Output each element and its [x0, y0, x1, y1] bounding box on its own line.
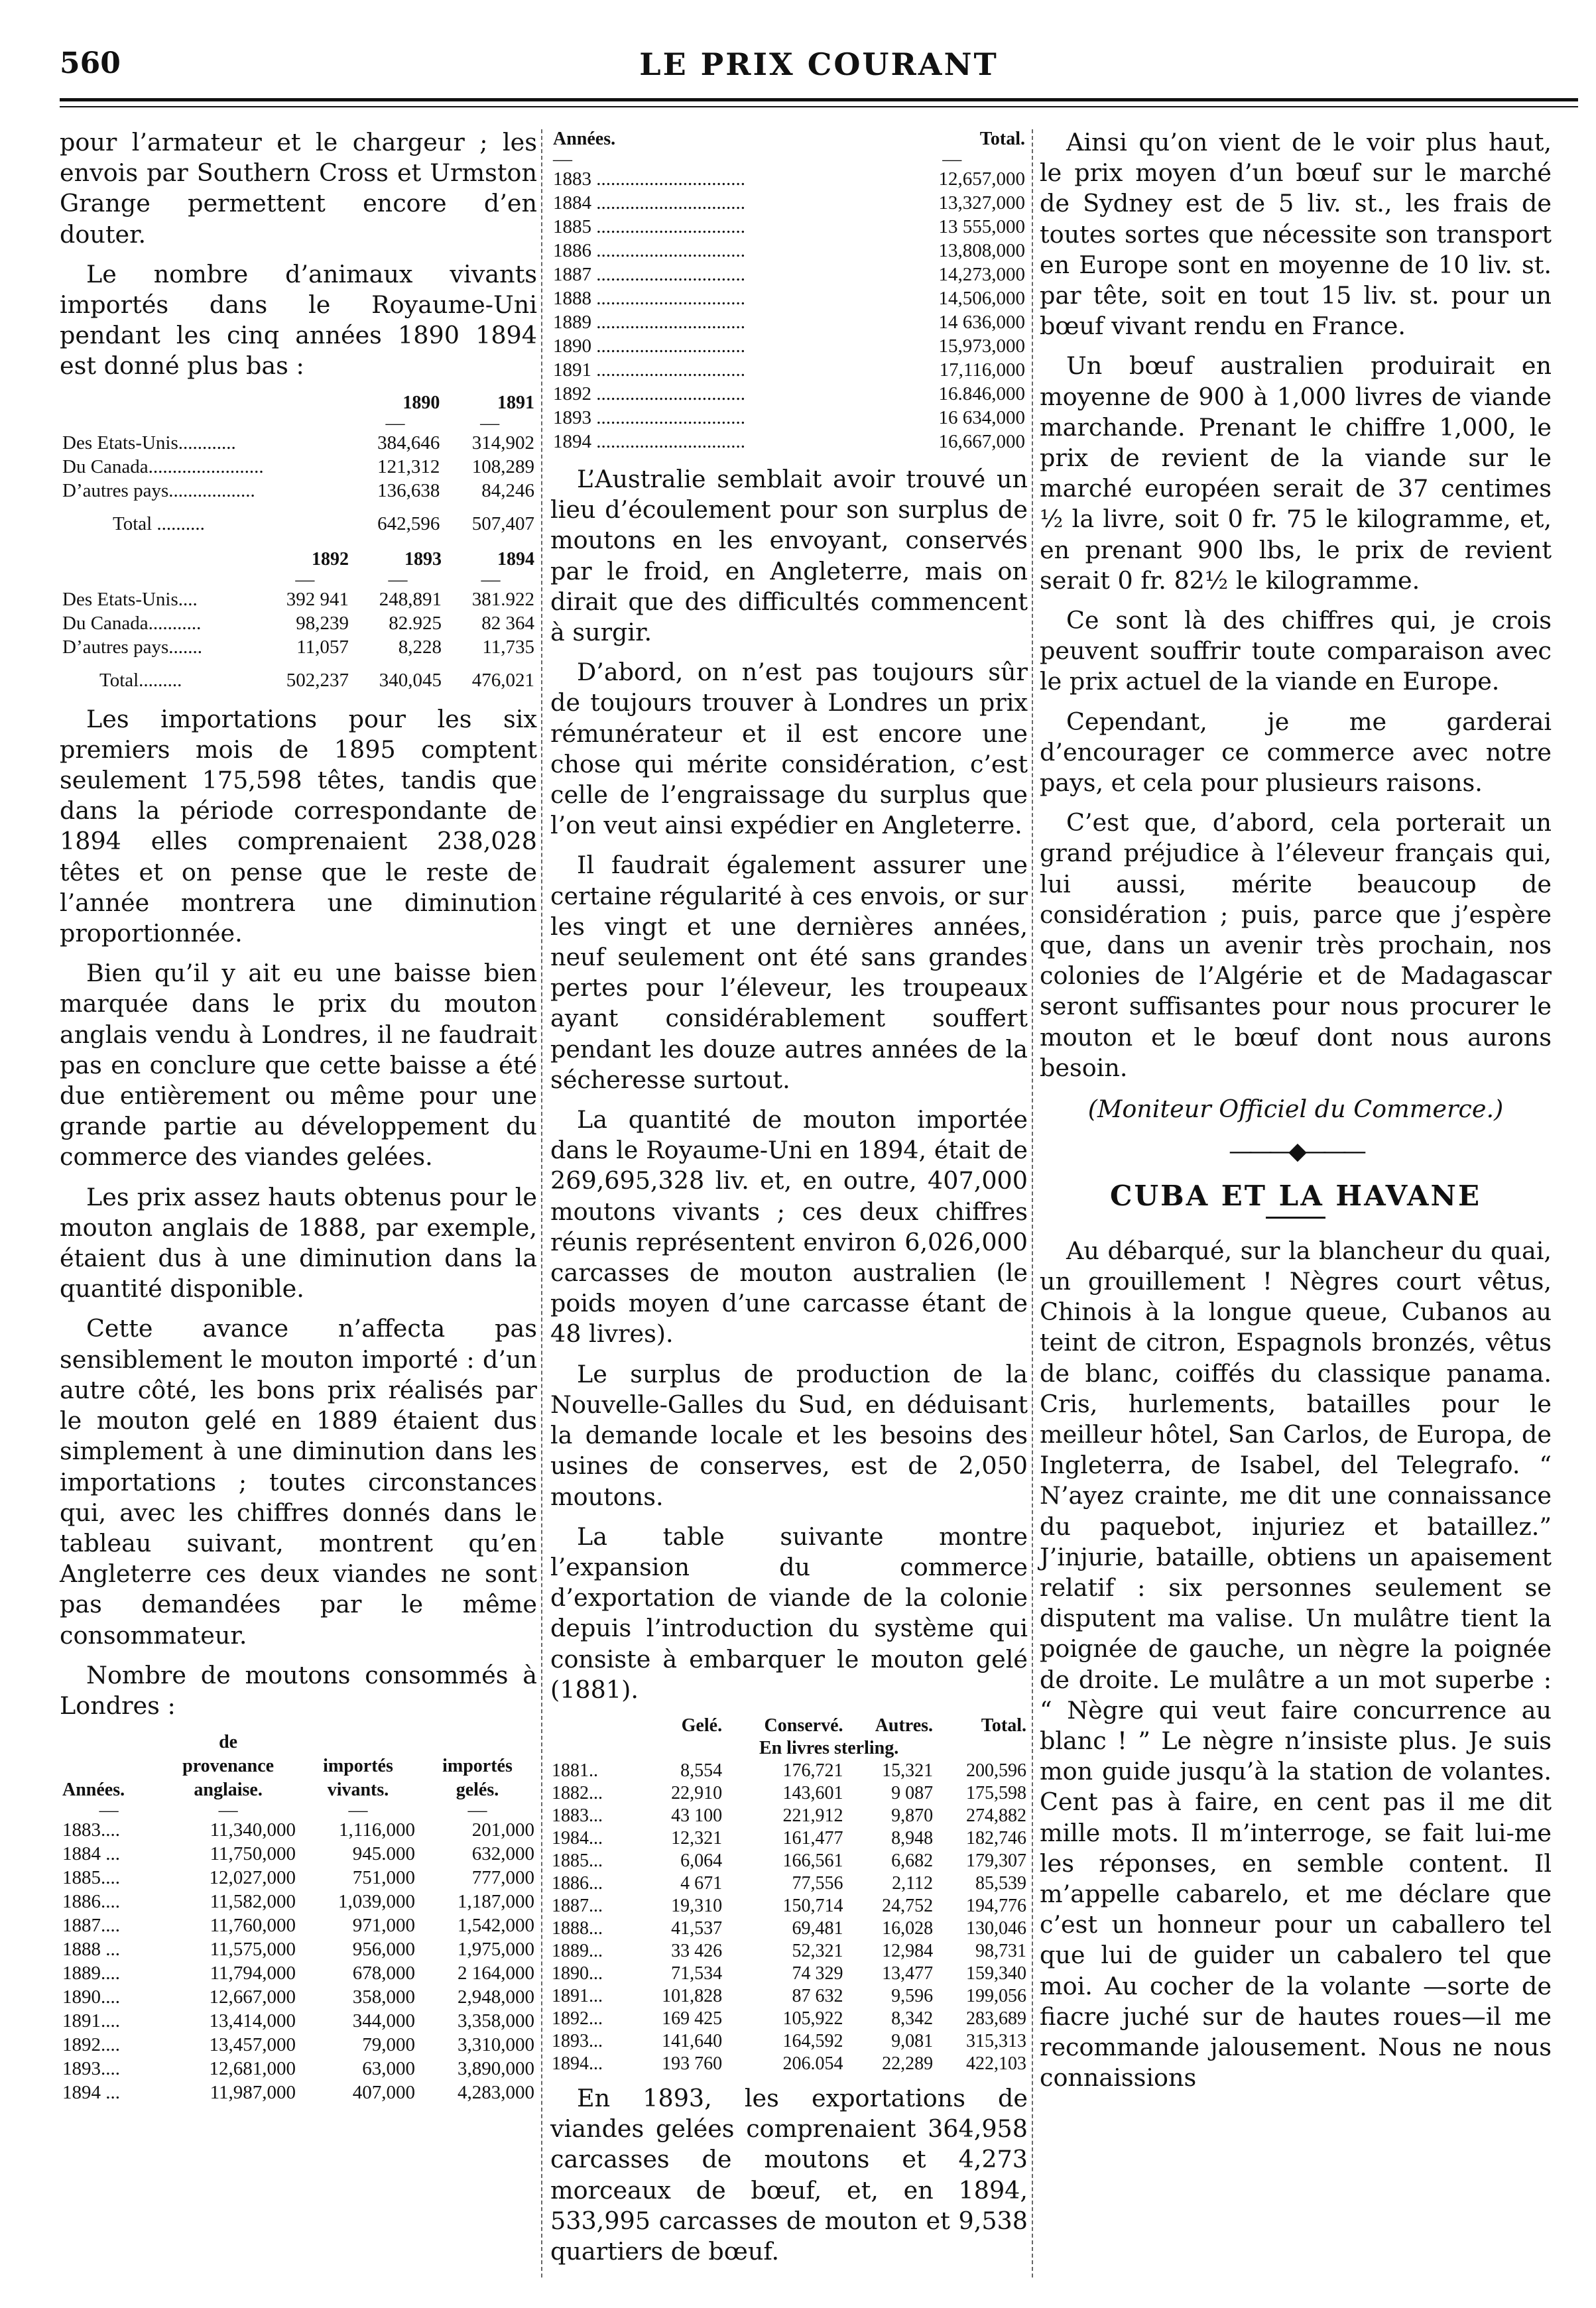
cell: 476,021 [471, 669, 534, 691]
cell: 392 941 [286, 588, 349, 610]
table-row: 1886 ............................... 13,808,000 [550, 239, 1028, 263]
table-row [550, 1895, 1028, 1917]
paragraph: La table suivante montre l’expansion du commerce d’exportation de viande de la colonie depuis l’introduction du système qui consiste à embarquer le mouton gelé (1881). [550, 1522, 1028, 1704]
cell: 17,116,000 [939, 359, 1025, 381]
cell: 1883.... [62, 1819, 120, 1841]
cell: 150,714 [782, 1895, 843, 1916]
cell: 11,987,000 [210, 2082, 296, 2104]
cell: 108,289 [471, 456, 534, 477]
row-label: Du Canada........................ [62, 456, 264, 477]
column-3 [1040, 127, 1552, 2102]
cell: 71,534 [671, 1963, 723, 1984]
column-header: importés [442, 1756, 513, 1777]
cell: 315,313 [966, 2030, 1026, 2051]
cell: 9,596 [891, 1985, 934, 2006]
table-row [60, 587, 537, 611]
cell: 15,321 [882, 1760, 934, 1781]
cell: 164,592 [782, 2030, 843, 2051]
table-row: 1892 ............................... 16.846,000 [550, 382, 1028, 406]
column-header: anglaise. [194, 1780, 263, 1801]
table-row [60, 2009, 537, 2033]
london-consumption-table: de provenance importés importés Années. anglaise. vivants. gelés. — — — — 1883.... 11,340,000 1,116,000 201,000 1884 ... 11,750,000 945.000 632,000 1885.... 12,027,000 751,000 777,000 1886.... 11,582,000 1,039,000 1,187,000 1887.... 11,760,000 971,000 1,542,000 1888 ... 11,575,000 956,000 1,975,000 1889.... 11,794,000 678,000 2 164,000 1890.... 12,667,000 358,000 2,948,000 1891.... 13,414,000 344,000 3,358,000 1892.... 13,457,000 79,000 3,310,000 1893.... 12,681,000 63,000 3,890,000 1894 ... 11,987,000 407,000 4,283,000 [60, 1731, 537, 2104]
cell: 1,542,000 [458, 1915, 534, 1937]
cell: 8,948 [891, 1827, 934, 1849]
cell: 507,407 [471, 513, 534, 534]
section-title: CUBA ET LA HAVANE [1110, 1179, 1481, 1212]
cell: 3,890,000 [458, 2058, 534, 2080]
cell: 182,746 [966, 1827, 1026, 1849]
cell: 1887... [552, 1895, 603, 1916]
cell: 82 364 [481, 612, 534, 634]
cell: 1894... [552, 2053, 603, 2074]
live-animals-table-1890-1891: 1890 1891 — — Des Etats-Unis............ 384,646 314,902 Du Canada........................ 121,312 108,289 D’autres pays.................. 136,638 84,246 Total .......... 642,596 507,407 [60, 391, 537, 548]
table-row [550, 1963, 1028, 1985]
cell: 1892.... [62, 2034, 120, 2056]
paragraph: D’abord, on n’est pas toujours sûr de toujours trouver à Londres un prix rémunérateur et il est encore une chose qui mérite considération, c’est celle de l’engraissage du surplus que l’on veut ainsi expédier en Angleterre. [550, 658, 1028, 840]
table-row [550, 1850, 1028, 1872]
column-2 [550, 127, 1028, 2276]
cell: 11,794,000 [210, 1963, 296, 1984]
cell: 11,575,000 [210, 1939, 296, 1961]
cell: 105,922 [782, 2008, 843, 2029]
cell: 130,046 [966, 1917, 1026, 1939]
cell: 1884 [553, 192, 591, 213]
cell: 642,596 [377, 513, 440, 534]
cell: 384,646 [377, 432, 440, 454]
cell: 2,948,000 [458, 1986, 534, 2008]
table-row: 1890 ............................... 15,973,000 [550, 334, 1028, 358]
cell: 11,760,000 [210, 1915, 296, 1937]
column-header: Années. [62, 1780, 125, 1801]
cell: 79,000 [362, 2034, 415, 2056]
table-row [550, 1985, 1028, 2008]
cell: 77,556 [792, 1872, 843, 1894]
total-label: Total......... [99, 669, 182, 691]
paragraph: Un bœuf australien produirait en moyenne de 900 à 1,000 livres de viande marchande. Prenant le chiffre 1,000, le prix de revient de la viande sur le marché européen serait de 37 centimes ½ la livre, soit 0 fr. 75 le kilogramme, et, en prenant 900 lbs, le prix de revient serait 0 fr. 82½ le kilogramme. [1040, 351, 1552, 595]
cell: 6,682 [891, 1850, 934, 1871]
cell: 1888 ... [62, 1939, 120, 1961]
cell: 11,057 [296, 636, 349, 658]
cell: 85,539 [975, 1872, 1026, 1894]
paragraph: Bien qu’il y ait eu une baisse bien marquée dans le prix du mouton anglais vendu à Londres, il ne faudrait pas en conclure que cette baisse a été due entièrement ou même pour une grande partie au développement du commerce des viandes gelées. [60, 959, 537, 1172]
cell: 1889 [553, 312, 591, 333]
cell: 13,477 [882, 1963, 934, 1984]
cell: 12,984 [882, 1940, 934, 1961]
paragraph: Ainsi qu’on vient de le voir plus haut, le prix moyen d’un bœuf sur le marché de Sydney est de 5 liv. st., les frais de toutes sortes que nécessite son transport en Europe sont en moyenne de 10 liv. st. par tête, soit en tout 15 liv. st. pour un bœuf vivant rendu en France. [1040, 128, 1552, 341]
cell: 13 555,000 [938, 216, 1025, 237]
table-row [550, 1917, 1028, 1940]
cell: 1891... [552, 1985, 603, 2006]
cell: 1,039,000 [338, 1891, 415, 1913]
source-credit: (Moniteur Officiel du Commerce.) [1087, 1095, 1504, 1124]
cell: 13,808,000 [938, 240, 1025, 261]
table-row [60, 611, 537, 635]
paragraph: Les importations pour les six premiers mois de 1895 comptent seulement 175,598 têtes, tandis que dans la période correspondante de 1894 elles comprenaient 238,028 têtes et on pense que le reste de l’année montrera une diminution proportionnée. [60, 704, 537, 948]
cell: 161,477 [782, 1827, 843, 1849]
column-header: 1892 [311, 548, 349, 570]
cell: 8,554 [680, 1760, 723, 1781]
cell: 193 760 [662, 2053, 723, 2074]
cell: 1888... [552, 1917, 603, 1939]
cell: 422,103 [966, 2053, 1026, 2074]
cell: 169 425 [662, 2008, 723, 2029]
title-rule [1266, 1217, 1325, 1219]
table-total-row [60, 659, 537, 704]
cell: 16 634,000 [938, 407, 1025, 428]
cell: 221,912 [782, 1805, 843, 1826]
row-label: Des Etats-Unis............ [62, 432, 236, 454]
cell: 8,342 [891, 2008, 934, 2029]
cell: 1,116,000 [339, 1819, 415, 1841]
table-row [60, 1866, 537, 1890]
column-header: 1893 [404, 548, 442, 570]
column-header: gelés. [456, 1780, 499, 1801]
column-divider-1 [541, 129, 542, 2278]
table-row [60, 1913, 537, 1937]
cell: 1892 [553, 383, 591, 404]
cell: 201,000 [471, 1819, 534, 1841]
cell: 1886... [552, 1872, 603, 1894]
cell: 8,228 [398, 636, 442, 658]
page-header [60, 46, 1578, 93]
cell: 945.000 [352, 1843, 415, 1865]
table-row [550, 1782, 1028, 1805]
cell: 956,000 [352, 1939, 415, 1961]
cell: 9,081 [891, 2030, 934, 2051]
column-subheader: En livres sterling. [759, 1737, 899, 1758]
ornament-divider-icon: ———◆——— [1229, 1138, 1363, 1166]
cell: 200,596 [966, 1760, 1026, 1781]
cell: 678,000 [352, 1963, 415, 1984]
column-header: Gelé. [681, 1715, 723, 1736]
cell: 274,882 [966, 1805, 1026, 1826]
column-header: de [219, 1732, 238, 1753]
table-row: 1891 ............................... 17,116,000 [550, 358, 1028, 382]
row-label: Des Etats-Unis.... [62, 588, 198, 610]
cell: 1890... [552, 1963, 603, 1984]
cell: 1885 [553, 216, 591, 237]
table-row [60, 2081, 537, 2104]
column-header: Total. [981, 1715, 1026, 1736]
cell: 381.922 [471, 588, 534, 610]
cell: 1881.. [552, 1760, 598, 1781]
cell: 136,638 [377, 479, 440, 501]
table-row [60, 1818, 537, 1842]
row-label: D’autres pays.................. [62, 479, 255, 501]
table-row [550, 2053, 1028, 2075]
cell: 1889.... [62, 1963, 120, 1984]
total-label: Total .......... [113, 513, 205, 534]
paragraph: Cependant, je me garderai d’encourager ce commerce avec notre pays, et cela pour plusieurs raisons. [1040, 707, 1552, 798]
cell: 2 164,000 [458, 1963, 534, 1984]
cell: 175,598 [966, 1782, 1026, 1803]
paragraph: Il faudrait également assurer une certaine régularité à ces envois, or sur les vingt et une dernières années, neuf seulement ont été sans grandes pertes pour l’éleveur, les troupeaux ayant considérablement souffert pendant les douze autres années de la sécheresse surtout. [550, 851, 1028, 1094]
cell: 14 636,000 [938, 312, 1025, 333]
table-row [550, 2008, 1028, 2030]
cell: 159,340 [966, 1963, 1026, 1984]
paragraph: Nombre de moutons consommés à Londres : [60, 1660, 537, 1720]
table-row [60, 2033, 537, 2057]
cell: 1891.... [62, 2010, 120, 2032]
cell: 13,457,000 [209, 2034, 296, 2056]
table-row: 1883 ............................... 12,657,000 [550, 167, 1028, 191]
cell: 206.054 [782, 2053, 843, 2074]
cell: 777,000 [471, 1867, 534, 1889]
paragraph: L’Australie semblait avoir trouvé un lieu d’écoulement pour son surplus de moutons en les envoyant, conservés par le froid, en Angleterre, mais on dirait que des difficultés commencent à surgir. [550, 465, 1028, 647]
table-row: 1893 ............................... 16 634,000 [550, 406, 1028, 430]
cell: 9,870 [891, 1805, 934, 1826]
cell: 84,246 [481, 479, 534, 501]
cell: 314,902 [471, 432, 534, 454]
paragraph: Le surplus de production de la Nouvelle-Galles du Sud, en déduisant la demande locale et les besoins des usines de conserves, est de 2,050 moutons. [550, 1359, 1028, 1511]
cell: 11,582,000 [210, 1891, 296, 1913]
paragraph: Les prix assez hauts obtenus pour le mouton anglais de 1888, par exemple, étaient dus à une diminution dans la quantité disponible. [60, 1182, 537, 1304]
cell: 74 329 [792, 1963, 843, 1984]
cell: 4 671 [680, 1872, 723, 1894]
cell: 69,481 [792, 1917, 843, 1939]
table-row: 1888 ............................... 14,506,000 [550, 286, 1028, 310]
cell: 1882... [552, 1782, 603, 1803]
table-row [60, 1961, 537, 1985]
cell: 16,667,000 [938, 431, 1025, 452]
paragraph: En 1893, les exportations de viandes gelées comprenaient 364,958 carcasses de moutons et 4,273 morceaux de bœuf, et, en 1894, 533,995 carcasses de mouton et 9,538 quartiers de bœuf. [550, 2083, 1028, 2266]
row-label: D’autres pays....... [62, 636, 203, 658]
cell: 101,828 [662, 1985, 723, 2006]
cell: 1884 ... [62, 1843, 120, 1865]
table-row: 1885 ............................... 13 555,000 [550, 215, 1028, 239]
cell: 52,321 [792, 1940, 843, 1961]
paragraph: C’est que, d’abord, cela porterait un grand préjudice à l’éleveur français qui, lui aussi, mérite beaucoup de considération ; puis, parce que j’espère que, dans un avenir très prochain, nos colonies de l’Algérie et de Madagascar seront suffisantes pour nous procurer le mouton et le bœuf dont nous aurons besoin. [1040, 808, 1552, 1082]
cell: 22,289 [882, 2053, 934, 2074]
cell: 1894 ... [62, 2082, 120, 2104]
cell: 9 087 [891, 1782, 934, 1803]
header-rule-thin [60, 106, 1578, 107]
cell: 1887 [553, 264, 591, 285]
cell: 14,273,000 [938, 264, 1025, 285]
cell: 1886.... [62, 1891, 120, 1913]
cell: 12,681,000 [209, 2058, 296, 2080]
row-label: Du Canada........... [62, 612, 202, 634]
cell: 1889... [552, 1940, 603, 1961]
cell: 121,312 [377, 456, 440, 477]
cell: 12,027,000 [209, 1867, 296, 1889]
cell: 194,776 [966, 1895, 1026, 1916]
cell: 1890.... [62, 1986, 120, 2008]
header-rule-thick [60, 98, 1578, 101]
cell: 13,327,000 [938, 192, 1025, 213]
cell: 16.846,000 [938, 383, 1025, 404]
cell: 82.925 [389, 612, 442, 634]
cell: 98,239 [296, 612, 349, 634]
cell: 87 632 [792, 1985, 843, 2006]
cell: 143,601 [782, 1782, 843, 1803]
cell: 12,667,000 [209, 1986, 296, 2008]
cell: 1984... [552, 1827, 603, 1849]
cell: 283,689 [966, 2008, 1026, 2029]
column-header: Autres. [875, 1715, 934, 1736]
cell: 1885.... [62, 1867, 120, 1889]
table-row [550, 1827, 1028, 1850]
table-row [60, 2057, 537, 2081]
cell: 4,283,000 [458, 2082, 534, 2104]
cell: 1883... [552, 1805, 603, 1826]
cell: 1891 [553, 359, 591, 381]
cell: 141,640 [662, 2030, 723, 2051]
cell: 1886 [553, 240, 591, 261]
cell: 1893... [552, 2030, 603, 2051]
paragraph: La quantité de mouton importée dans le Royaume-Uni en 1894, était de 269,695,328 liv. et, en outre, 407,000 moutons vivants ; ces deux chiffres réunis représentent environ 6,026,000 carcasses de mouton australien (le poids moyen d’une carcasse étant de 48 livres). [550, 1105, 1028, 1349]
table-row [60, 455, 537, 479]
column-header: provenance [182, 1756, 275, 1777]
cell: 11,735 [482, 636, 534, 658]
cell: 1894 [553, 431, 591, 452]
table-total-row [60, 503, 537, 548]
cell: 16,028 [882, 1917, 934, 1939]
cell: 11,750,000 [210, 1843, 296, 1865]
cell: 502,237 [286, 669, 349, 691]
cell: 24,752 [882, 1895, 934, 1916]
london-total-table: Années. Total. — — 1883 ............................... 12,657,000 1884 ............................... 13,327,000 1885 ............................... 13 555,000 1886 ............................... 13,808,000 1887 ............................... 14,273,000 1888 ............................... 14,506,000 1889 ............................... 14 636,000 1890 ............................... 15,973,000 1891 ............................... 17,116,000 1892 ............................... 16.846,000 1893 ............................... 16 634,000 1894 ............................... 16,667,000 [550, 127, 1028, 454]
cell: 179,307 [966, 1850, 1026, 1871]
cell: 3,358,000 [458, 2010, 534, 2032]
cell: 11,340,000 [210, 1819, 296, 1841]
table-row [60, 635, 537, 659]
paragraph: Cette avance n’affecta pas sensiblement le mouton importé : d’un autre côté, les bons prix réalisés par le mouton gelé en 1889 étaient dus simplement à une diminution dans les importations ; toutes circonstances qui, avec les chiffres donnés dans le tableau suivant, montrent qu’en Angleterre ces deux viandes ne sont pas demandées par le même consommateur. [60, 1314, 537, 1650]
cell: 63,000 [362, 2058, 415, 2080]
cell: 358,000 [352, 1986, 415, 2008]
table-row [60, 1890, 537, 1913]
cell: 1887.... [62, 1915, 120, 1937]
cell: 14,506,000 [938, 288, 1025, 309]
cell: 2,112 [892, 1872, 934, 1894]
column-header: vivants. [327, 1780, 389, 1801]
table-row: 1884 ............................... 13,327,000 [550, 191, 1028, 215]
table-row [60, 1937, 537, 1961]
paragraph: Au débarqué, sur la blancheur du quai, un grouillement ! Nègres court vêtus, Chinois à la longue queue, Cubanos au teint de citron, Espagnols bronzés, vêtus de blanc, coiffés du classique panama. Cris, hurlements, batailles pour le meilleur hôtel, San Carlos, de Europa, de Ingleterra, de Isabel, del Telegrafo. “ N’ayez crainte, me dit une connaissance du paquebot, injuriez et bataillez.” J’injurie, bataille, obtiens un apaisement relatif : six personnes seulement se disputent ma valise. Un mulâtre tient la poignée de gauche, un nègre la poignée de droite. Le mulâtre a un mot superbe : “ Nègre qui veut faire concurrence au blanc ! ” Le nègre n’insiste plus. Je suis mon guide jusqu’à la station de volantes. Cent pas à faire, en cent pas il me dit mille mots. Il m’interroge, se fait lui-me les réponses, en semble content. Il m’appelle cabarelo, et me déclare que c’est un honneur pour un caballero tel que lui de guider un cabalero tel que moi. Au cocher de la volante —sorte de fiacre juché sur de hautes roues—il me recommande jalousement. Nous ne nous connaissions [1040, 1236, 1552, 2093]
cell: 12,321 [671, 1827, 723, 1849]
table-row: 1889 ............................... 14 636,000 [550, 310, 1028, 334]
cell: 22,910 [671, 1782, 723, 1803]
cell: 1893.... [62, 2058, 120, 2080]
page-number: 560 [60, 46, 121, 80]
cell: 632,000 [471, 1843, 534, 1865]
cell: 340,045 [379, 669, 442, 691]
paragraph: Le nombre d’animaux vivants importés dans le Royaume-Uni pendant les cinq années 1890 1894 est donné plus bas : [60, 259, 537, 381]
cell: 971,000 [352, 1915, 415, 1937]
cell: 344,000 [352, 2010, 415, 2032]
table-row [550, 1940, 1028, 1963]
column-header: 1891 [497, 392, 534, 413]
column-divider-2 [1032, 129, 1033, 2278]
paragraph: Ce sont là des chiffres qui, je crois peuvent souffrir toute comparaison avec le prix actuel de la viande en Europe. [1040, 606, 1552, 696]
cell: 33 426 [671, 1940, 723, 1961]
cell: 1,187,000 [458, 1891, 534, 1913]
column-header: Conservé. [764, 1715, 843, 1736]
cell: 12,657,000 [938, 168, 1025, 190]
colony-export-table [550, 1715, 1028, 2075]
table-row [60, 1842, 537, 1866]
publication-title: LE PRIX COURANT [639, 46, 999, 82]
cell: 6,064 [680, 1850, 723, 1871]
table-row [60, 431, 537, 455]
column-header: 1890 [402, 392, 440, 413]
table-row [550, 1872, 1028, 1895]
cell: 98,731 [975, 1940, 1026, 1961]
table-row [550, 1805, 1028, 1827]
column-header: Total. [979, 129, 1025, 149]
live-animals-table-1892-1894: 1892 1893 1894 — — — Des Etats-Unis.... 392 941 248,891 381.922 Du Canada........... 98,239 82.925 82 364 D’autres pays....... 11,057 8,228 11,735 Total......... 502,237 340,045 476,021 [60, 548, 537, 704]
cell: 751,000 [352, 1867, 415, 1889]
table-row [550, 1760, 1028, 1782]
table-row [550, 2030, 1028, 2053]
cell: 13,414,000 [209, 2010, 296, 2032]
cell: 43 100 [671, 1805, 723, 1826]
cell: 1893 [553, 407, 591, 428]
cell: 41,537 [671, 1917, 723, 1939]
table-row [60, 1985, 537, 2009]
table-row [60, 479, 537, 503]
cell: 1,975,000 [458, 1939, 534, 1961]
cell: 1885... [552, 1850, 603, 1871]
cell: 199,056 [966, 1985, 1026, 2006]
cell: 19,310 [671, 1895, 723, 1916]
table-row: 1887 ............................... 14,273,000 [550, 263, 1028, 286]
cell: 1892... [552, 2008, 603, 2029]
cell: 407,000 [352, 2082, 415, 2104]
cell: 3,310,000 [458, 2034, 534, 2056]
column-header: importés [323, 1756, 393, 1777]
paragraph: pour l’armateur et le chargeur ; les envois par Southern Cross et Urmston Grange permettent encore d’en douter. [60, 128, 537, 249]
cell: 1890 [553, 335, 591, 357]
cell: 248,891 [379, 588, 442, 610]
cell: 15,973,000 [938, 335, 1025, 357]
column-header: 1894 [497, 548, 534, 570]
column-1 [60, 127, 537, 2104]
cell: 166,561 [782, 1850, 843, 1871]
cell: 176,721 [782, 1760, 843, 1781]
cell: 1888 [553, 288, 591, 309]
column-header: Années. [553, 129, 616, 149]
cell: 1883 [553, 168, 591, 190]
table-row: 1894 ............................... 16,667,000 [550, 430, 1028, 454]
